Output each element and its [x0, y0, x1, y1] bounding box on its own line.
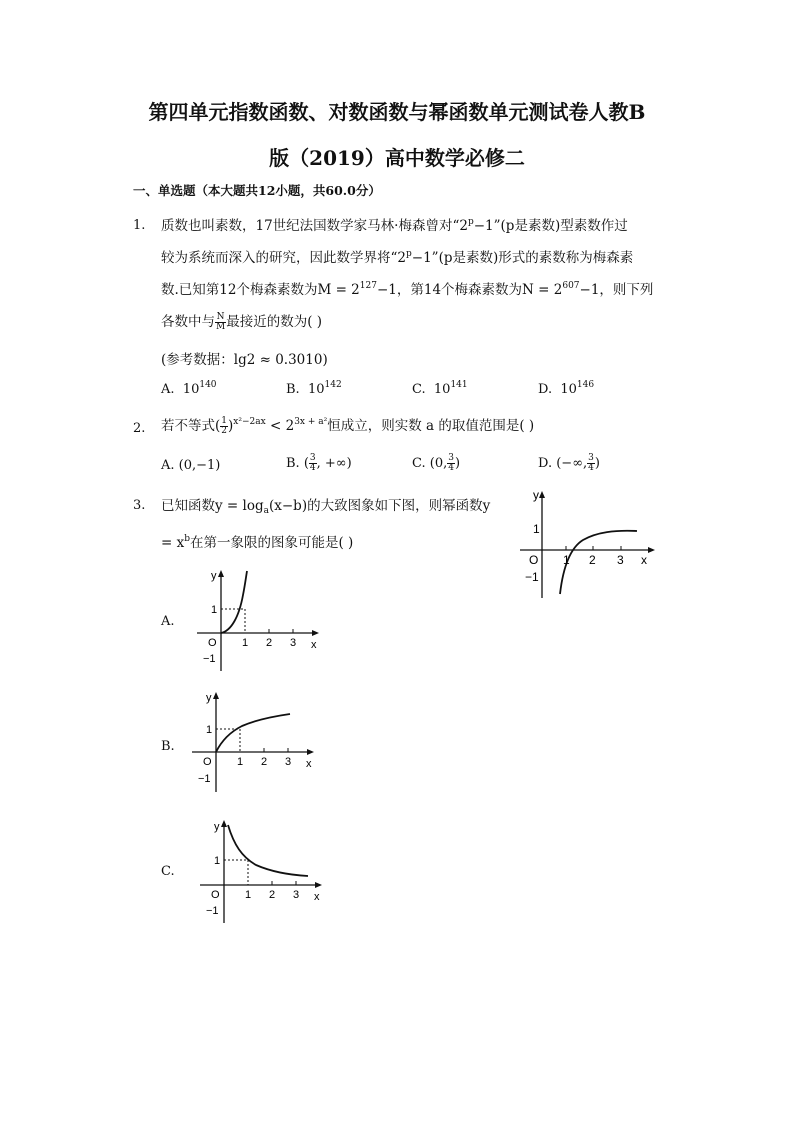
svg-text:y: y	[206, 692, 212, 704]
q1-line4: 各数中与 $\frac{N}{M}$ 最接近的数为( )	[161, 312, 323, 332]
q1-line1: 质数也叫素数，17世纪法国数学家马林·梅森曾对“$2^p-1”(p$是素数)型素数作过	[161, 217, 628, 234]
svg-text:1: 1	[211, 604, 218, 616]
q1-line2: 较为系统而深入的研究，因此数学界将“$2^p-1”(p$是素数)形式的素数称为梅森素	[161, 249, 634, 266]
tick-label-neg1: −1	[525, 570, 539, 584]
section-heading: 一、单选题（本大题共12小题，共60.0分）	[133, 183, 381, 198]
log-function-graph	[515, 488, 660, 603]
q1-number: 1.	[133, 218, 146, 233]
q3-option-a-graph[interactable]	[195, 565, 325, 675]
svg-text:1: 1	[206, 724, 213, 736]
svg-text:3: 3	[285, 756, 292, 768]
q1-option-c[interactable]: C. $10^{141}$	[412, 380, 468, 397]
svg-text:2: 2	[266, 637, 273, 649]
q1-option-a[interactable]: A. $10^{140}$	[161, 380, 217, 397]
q2-option-c[interactable]: C. (0, $\frac{3}{4}$ )	[412, 453, 461, 473]
svg-text:O: O	[203, 756, 212, 768]
axis-label-y: y	[533, 488, 539, 502]
q3-line2: = $x^b$在第一象限的图象可能是( )	[161, 534, 354, 551]
tick-label-1: 1	[533, 522, 540, 536]
svg-text:x: x	[314, 891, 320, 903]
q2-stem: 若不等式( $\frac{1}{2}$ )$^{x^2-2ax} < 2^{3x + a^2}$恒成立，则实数 a 的取值范围是( )	[161, 416, 535, 436]
q3-number: 3.	[133, 498, 146, 513]
tick-label-x1: 1	[563, 553, 570, 567]
svg-text:x: x	[306, 758, 312, 770]
svg-text:1: 1	[242, 637, 249, 649]
svg-text:1: 1	[214, 855, 221, 867]
q1-line3: 数.已知第12个梅森素数为$M = 2^{127}-1$，第14个梅森素数为$N = 2^{607}-1$，则下列	[161, 281, 654, 298]
tick-label-x3: 3	[617, 553, 624, 567]
svg-text:O: O	[208, 637, 217, 649]
svg-text:O: O	[211, 889, 220, 901]
q3-option-b-label[interactable]: B.	[161, 739, 175, 754]
svg-text:2: 2	[261, 756, 268, 768]
svg-text:−1: −1	[203, 653, 216, 665]
document-title-line2: 版（2019）高中数学必修二	[269, 146, 525, 170]
tick-label-x2: 2	[589, 553, 596, 567]
axis-label-x: x	[641, 553, 647, 567]
q1-option-b[interactable]: B. $10^{142}$	[286, 380, 342, 397]
q2-option-a[interactable]: A. (0,−1)	[161, 458, 221, 473]
q3-option-c-graph[interactable]	[198, 815, 328, 925]
q2-number: 2.	[133, 421, 146, 436]
q1-reference-data: (参考数据：lg2 ≈ 0.3010)	[161, 352, 328, 368]
origin-label: O	[529, 553, 539, 567]
svg-text:1: 1	[245, 889, 252, 901]
svg-text:−1: −1	[198, 773, 211, 785]
q1-option-d[interactable]: D. $10^{146}$	[538, 380, 595, 397]
svg-text:3: 3	[293, 889, 300, 901]
q2-option-b[interactable]: B. ( $\frac{3}{4}$ , +∞)	[286, 453, 352, 473]
q3-option-b-graph[interactable]	[190, 688, 320, 798]
svg-text:2: 2	[269, 889, 276, 901]
svg-text:1: 1	[237, 756, 244, 768]
fraction-n-over-m: $\frac{N}{M}$	[216, 312, 226, 332]
svg-text:3: 3	[290, 637, 297, 649]
q2-option-d[interactable]: D. (−∞, $\frac{3}{4}$ )	[538, 453, 600, 473]
svg-text:y: y	[214, 821, 220, 833]
q3-line1: 已知函数$y = \log_a(x-b)$的大致图象如下图，则幂函数y	[161, 498, 491, 516]
svg-text:−1: −1	[206, 905, 219, 917]
svg-text:x: x	[311, 639, 317, 651]
svg-text:y: y	[211, 570, 217, 582]
q3-option-a-label[interactable]: A.	[161, 614, 175, 629]
q3-option-c-label[interactable]: C.	[161, 864, 175, 879]
document-title-line1: 第四单元指数函数、对数函数与幂函数单元测试卷人教B	[148, 100, 646, 124]
